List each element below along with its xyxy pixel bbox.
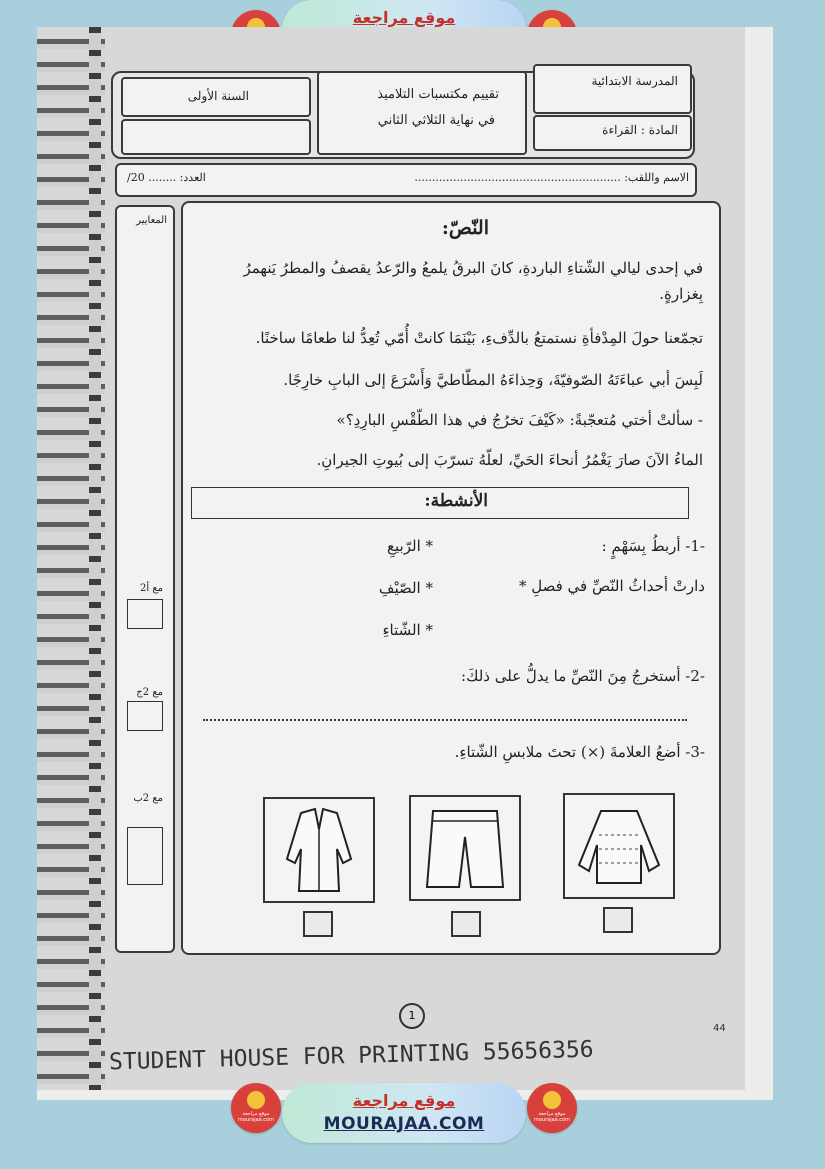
activities-heading-bar [191,487,689,519]
corner-number: 44 [713,1023,726,1034]
sweater-checkbox[interactable] [603,907,633,933]
school-box [533,64,692,114]
name-row [115,163,697,197]
page-number: 1 [399,1003,425,1029]
coat-checkbox[interactable] [303,911,333,937]
q2-answer-line[interactable] [203,719,687,721]
title-box [317,71,527,155]
empty-header-box [121,119,311,155]
site-name-ar: موقع مراجعة [352,8,456,27]
q1-option-spring[interactable]: * الرّبيعِ [387,537,433,555]
site-name-en: MOURAJAA.COM [323,1114,485,1134]
site-name-ar: موقع مراجعة [352,1091,456,1110]
coat-picture [263,797,375,903]
question-3: -3- أضعُ العلامةَ (×) تحتَ ملابسِ الشّتاءِ. [454,743,705,761]
text-paragraph-5: الماءُ الآنَ صارَ يَغْمُرُ أنحاءَ الحَيِّ، لعلّهُ تسرّبَ إلى بُيوتِ الجيرانِ. [316,451,703,469]
subject-box [533,115,692,151]
site-logo-icon: موقع مراجعة mourajaa.com [527,1083,577,1133]
grade-label: السنة الأولى [187,89,249,103]
grade-box [121,77,311,117]
exam-paper [37,27,773,1100]
shorts-picture [409,795,521,901]
criteria-2-grid[interactable] [127,701,163,731]
criteria-1: مع أ2 [139,583,163,594]
site-logo-icon: موقع مراجعة mourajaa.com [231,1083,281,1133]
question-2: -2- أستخرجُ مِنَ النّصِّ ما يدلُّ على ذلكَ: [461,667,705,685]
criteria-3-grid[interactable] [127,827,163,885]
title-line1: تقييم مكتسبات التلاميذ [377,87,499,102]
q1-option-summer[interactable]: * الصّيْفِ [378,579,433,597]
text-paragraph-2: تجمّعنا حولَ المِدْفأةِ نستمتعُ بالدِّفءِ، بَيْنَمَا كانتْ أُمّي تُعِدُّ لنا طعامًا ساخنًا. [255,329,703,347]
paper-photo [37,27,745,1090]
sweater-picture [563,793,675,899]
content-box [181,201,721,955]
q1-option-winter[interactable]: * الشّتاءِ [382,621,433,639]
criteria-2: مع 2ج [136,687,163,698]
criteria-1-grid[interactable] [127,599,163,629]
q1-item[interactable]: دارتْ أحداثُ النّصِّ في فصلِ * [518,577,705,595]
name-field[interactable]: الاسم واللقب: ........................................................... [414,171,689,184]
title-line2: في نهاية الثلاثي الثاني [377,113,495,128]
score-field[interactable]: العدد: ........ 20/ [127,171,206,184]
text-heading: النّصّ: [441,217,489,239]
criteria-3: مع 2ب [133,793,163,804]
coat-icon [265,799,373,901]
text-paragraph-4: - سألتْ أختي مُتعجّبةً: «كَيْفَ تخرُجُ في هذا الطّقْسِ البارِدِ؟» [336,411,703,429]
school-name: المدرسة الابتدائية [591,74,678,88]
text-paragraph-3: لَبِسَ أبي عباءَتَهُ الصّوفيّةَ، وَحِذاءَهُ المطّاطيَّ وَأَسْرَعَ إلى البابِ خارِجًا. [283,371,703,389]
spiral-binding [37,27,105,1090]
printer-footer: STUDENT HOUSE FOR PRINTING 55656356 [108,1036,594,1076]
text-paragraph-1: في إحدى ليالي الشّتاءِ الباردةِ، كانَ البرقُ يلمعُ والرّعدُ يقصفُ والمطرُ يَنهمرُ بِغزارةٍ. [243,259,703,303]
sweater-icon [565,795,673,897]
subject-label: المادة : القراءة [602,123,678,137]
criteria-label: المعايير [136,215,167,226]
criteria-column [115,205,175,953]
site-banner-bottom[interactable] [282,1083,526,1143]
question-1: -1- أربطُ بِسَهْمٍ : [601,537,705,555]
shorts-checkbox[interactable] [451,911,481,937]
shorts-icon [411,797,519,899]
activities-heading: الأنشطة: [424,491,488,511]
